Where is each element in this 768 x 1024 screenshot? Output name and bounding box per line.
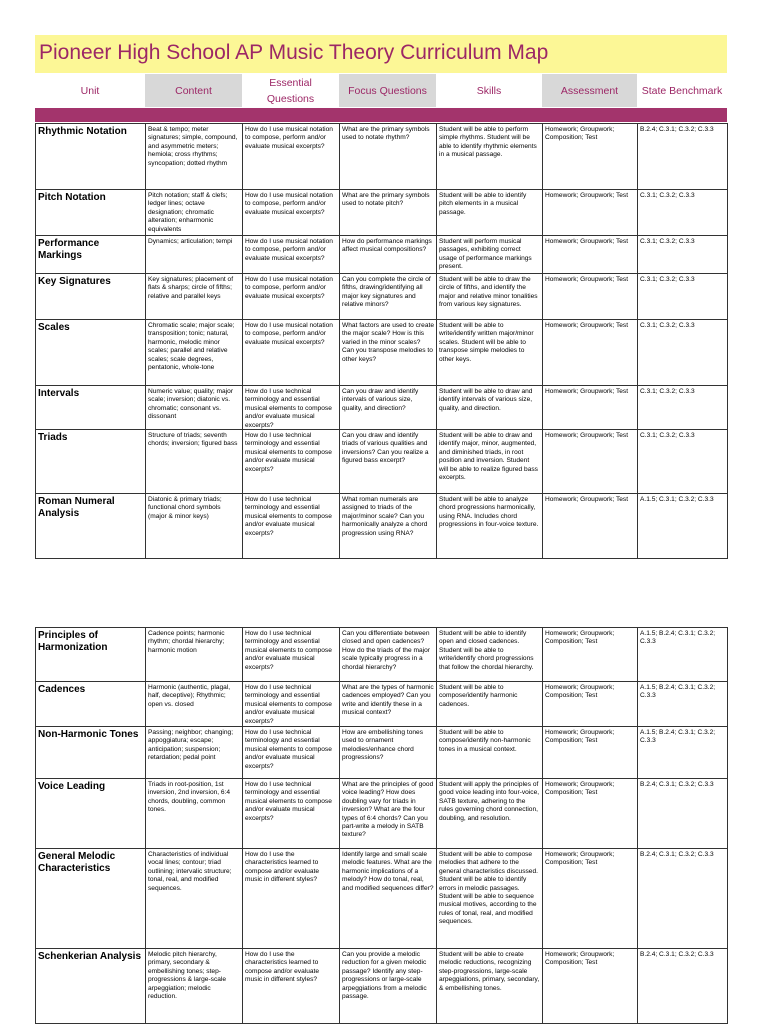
benchmark-cell (638, 274, 728, 320)
skills-cell-text: Student will apply the principles of good voice leading into four-voice, SATB texture, adhering to the rules governing chord connection, doubling, and resolution. (439, 781, 540, 822)
unit-cell: Scales (36, 320, 146, 386)
benchmark-cell-text: C.3.1; C.3.2; C.3.3 (640, 238, 695, 245)
content-cell-text: Characteristics of individual vocal lines; contour; triad outlining; intervalic structure; tonal, real, and modified sequences. (148, 851, 232, 892)
column-header-unit: Unit (80, 84, 100, 97)
benchmark-cell-text: C.3.1; C.3.2; C.3.3 (640, 388, 695, 395)
skills-cell-text: Student will be able to create melodic reductions, recognizing step-progressions, large-scale arpeggiations, primary, secondary, & embellishing tones. (439, 951, 540, 992)
focus-question-cell (340, 949, 437, 1024)
skills-cell-text: Student will be able to perform simple rhythms. Student will be able to identify rhythmic elements in a musical passage. (439, 126, 537, 159)
assessment-cell (543, 727, 638, 779)
focus-question-cell-text: Can you provide a melodic reduction for a given melodic passage? Identify any step-progressions or large-scale arpeggiations from a melodic passage. (342, 951, 427, 1001)
unit-cell: Performance Markings (36, 236, 146, 274)
column-header-essential: Essential Questions (266, 76, 315, 105)
benchmark-cell-text: C.3.1; C.3.2; C.3.3 (640, 322, 695, 329)
skills-cell (437, 682, 543, 727)
benchmark-cell-text: A.1.5; B.2.4; C.3.1; C.3.2; C.3.3 (640, 729, 716, 745)
column-header-row (35, 74, 727, 107)
unit-cell: Key Signatures (36, 274, 146, 320)
benchmark-cell-text: C.3.1; C.3.2; C.3.3 (640, 432, 695, 439)
essential-question-cell-text: How do I use musical notation to compose, perform and/or evaluate musical excerpts? (245, 238, 333, 262)
benchmark-cell (638, 494, 728, 559)
content-cell (146, 430, 243, 494)
content-cell (146, 949, 243, 1024)
content-cell-text: Chromatic scale; major scale; transposition; tonic; natural, harmonic, melodic minor scales; parallel and relative scales; scale degrees, pentatonic, whole-tone (148, 322, 235, 372)
content-cell (146, 124, 243, 190)
focus-question-cell (340, 274, 437, 320)
focus-question-cell (340, 727, 437, 779)
benchmark-cell (638, 320, 728, 386)
skills-cell (437, 124, 543, 190)
essential-question-cell (243, 949, 340, 1024)
table-row (36, 386, 728, 430)
assessment-cell-text: Homework; Groupwork; Test (545, 388, 629, 395)
focus-question-cell (340, 190, 437, 236)
column-header-skills: Skills (476, 84, 502, 97)
skills-cell-text: Student will be able to identify open and closed cadences. Student will be able to write/identify chord progressions that follow the chordal hierarchy. (439, 630, 534, 671)
focus-question-cell-text: What roman numerals are assigned to triads of the major/minor scale? Can you harmonically analyze a chord progression using RNA? (342, 496, 428, 537)
essential-question-cell (243, 779, 340, 849)
content-cell-text: Passing; neighbor; changing; appoggiatura; escape; anticipation; suspension; retardation; pedal point (148, 729, 234, 762)
essential-question-cell (243, 190, 340, 236)
essential-question-cell (243, 628, 340, 682)
essential-question-cell-text: How do I use technical terminology and essential musical elements to compose and/or evaluate musical excerpts? (245, 432, 332, 473)
table-row (36, 779, 728, 849)
skills-cell-text: Student will perform musical passages, exhibiting correct usage of performance markings present. (439, 238, 532, 271)
content-cell (146, 494, 243, 559)
skills-cell (437, 494, 543, 559)
table-row (36, 682, 728, 727)
content-cell (146, 628, 243, 682)
table-row (36, 320, 728, 386)
table-row (36, 124, 728, 190)
assessment-cell-text: Homework; Groupwork; Test (545, 276, 629, 283)
content-cell (146, 274, 243, 320)
content-cell-text: Numeric value; quality; major scale; inversion; diatonic vs. chromatic; consonant vs. dissonant (148, 388, 234, 421)
skills-cell (437, 430, 543, 494)
benchmark-cell (638, 682, 728, 727)
benchmark-cell (638, 124, 728, 190)
essential-question-cell-text: How do I use technical terminology and essential musical elements to compose and/or evaluate musical excerpts? (245, 496, 332, 537)
assessment-cell-text: Homework; Groupwork; Test (545, 238, 629, 245)
focus-question-cell (340, 386, 437, 430)
focus-question-cell-text: What are the primary symbols used to notate rhythm? (342, 126, 430, 142)
essential-question-cell-text: How do I use the characteristics learned to compose and/or evaluate music in different styles? (245, 951, 320, 984)
content-cell-text: Melodic pitch hierarchy, primary, secondary & embellishing tones; step-progressions & large-scale arpeggiation; melodic reduction. (148, 951, 227, 1001)
essential-question-cell (243, 494, 340, 559)
table-row (36, 949, 728, 1024)
content-cell (146, 386, 243, 430)
benchmark-cell (638, 628, 728, 682)
content-cell (146, 320, 243, 386)
skills-cell (437, 779, 543, 849)
skills-cell (437, 386, 543, 430)
benchmark-cell (638, 386, 728, 430)
table-row (36, 236, 728, 274)
table-row (36, 190, 728, 236)
focus-question-cell-text: Can you draw and identify triads of various qualities and inversions? Can you realize a figured bass excerpt? (342, 432, 429, 465)
focus-question-cell-text: What are the principles of good voice leading? How does doubling vary for triads in inversion? What are the four types of 6:4 chords? Can you part-write a melody in SATB texture? (342, 781, 434, 839)
assessment-cell-text: Homework; Groupwork; Composition; Test (545, 951, 615, 967)
content-cell-text: Cadence points; harmonic rhythm; chordal hierarchy; harmonic motion (148, 630, 225, 654)
assessment-cell (543, 949, 638, 1024)
focus-question-cell-text: How do performance markings affect musical compositions? (342, 238, 432, 254)
table-row (36, 727, 728, 779)
skills-cell (437, 727, 543, 779)
column-header-content: Content (145, 74, 242, 107)
page-title: Pioneer High School AP Music Theory Curriculum Map (39, 41, 549, 64)
unit-cell: Roman Numeral Analysis (36, 494, 146, 559)
table-row (36, 430, 728, 494)
content-cell (146, 727, 243, 779)
content-cell (146, 190, 243, 236)
unit-cell: Principles of Harmonization (36, 628, 146, 682)
assessment-cell (543, 386, 638, 430)
skills-cell (437, 274, 543, 320)
essential-question-cell (243, 430, 340, 494)
table-row (36, 494, 728, 559)
unit-cell: General Melodic Characteristics (36, 849, 146, 949)
skills-cell-text: Student will be able to compose/identify non-harmonic tones in a musical context. (439, 729, 531, 753)
benchmark-cell-text: C.3.1; C.3.2; C.3.3 (640, 192, 695, 199)
essential-question-cell-text: How do I use the characteristics learned to compose and/or evaluate music in different styles? (245, 851, 320, 884)
essential-question-cell (243, 849, 340, 949)
table-row (36, 628, 728, 682)
essential-question-cell (243, 274, 340, 320)
benchmark-cell-text: B.2.4; C.3.1; C.3.2; C.3.3 (640, 951, 714, 958)
table-row (36, 849, 728, 949)
skills-cell (437, 628, 543, 682)
benchmark-cell-text: A.1.5; B.2.4; C.3.1; C.3.2; C.3.3 (640, 684, 716, 700)
assessment-cell (543, 779, 638, 849)
skills-cell (437, 849, 543, 949)
title-banner (35, 35, 727, 73)
benchmark-cell-text: B.2.4; C.3.1; C.3.2; C.3.3 (640, 781, 714, 788)
focus-question-cell (340, 494, 437, 559)
table-row (36, 274, 728, 320)
benchmark-cell-text: A.1.5; C.3.1; C.3.2; C.3.3 (640, 496, 714, 503)
skills-cell-text: Student will be able to draw and identify major, minor, augmented, and diminished triads, in root position and inversion. Student will be able to realize figured bass excerpts. (439, 432, 538, 482)
skills-cell (437, 320, 543, 386)
focus-question-cell (340, 628, 437, 682)
skills-cell-text: Student will be able to compose/identify harmonic cadences. (439, 684, 518, 708)
benchmark-cell-text: B.2.4; C.3.1; C.3.2; C.3.3 (640, 126, 714, 133)
focus-question-cell (340, 682, 437, 727)
focus-question-cell-text: Identify large and small scale melodic features. What are the harmonic implications of a melody? How do tonal, real, and modified sequences differ? (342, 851, 434, 892)
assessment-cell-text: Homework; Groupwork; Composition; Test (545, 126, 615, 142)
unit-cell: Pitch Notation (36, 190, 146, 236)
essential-question-cell-text: How do I use technical terminology and essential musical elements to compose and/or evaluate musical excerpts? (245, 684, 332, 725)
benchmark-cell (638, 190, 728, 236)
skills-cell-text: Student will be able to identify pitch elements in a musical passage. (439, 192, 527, 216)
skills-cell (437, 949, 543, 1024)
essential-question-cell-text: How do I use technical terminology and essential musical elements to compose and/or evaluate musical excerpts? (245, 630, 332, 671)
focus-question-cell (340, 236, 437, 274)
assessment-cell-text: Homework; Groupwork; Test (545, 192, 629, 199)
content-cell (146, 236, 243, 274)
assessment-cell (543, 849, 638, 949)
benchmark-cell (638, 949, 728, 1024)
essential-question-cell (243, 727, 340, 779)
benchmark-cell (638, 430, 728, 494)
column-header-assessment: Assessment (542, 74, 637, 107)
essential-question-cell (243, 682, 340, 727)
curriculum-table-part-1 (35, 123, 728, 559)
skills-cell-text: Student will be able to analyze chord progressions harmonically, using RNA. Includes chord progressions in four-voice texture. (439, 496, 539, 529)
content-cell-text: Pitch notation; staff & clefs; ledger lines; octave designation; chromatic alteration; enharmonic equivalents (148, 192, 228, 233)
essential-question-cell (243, 124, 340, 190)
focus-question-cell (340, 779, 437, 849)
focus-question-cell-text: What are the primary symbols used to notate pitch? (342, 192, 430, 208)
column-header-focus: Focus Questions (339, 74, 436, 107)
skills-cell-text: Student will be able to compose melodies that adhere to the general characteristics discussed. Student will be able to identify errors in melodic passages. Student will be able to sequence musical motives, according to the rules of tonal, real, and modified sequences. (439, 851, 538, 926)
unit-cell: Intervals (36, 386, 146, 430)
assessment-cell (543, 682, 638, 727)
skills-cell (437, 236, 543, 274)
assessment-cell-text: Homework; Groupwork; Composition; Test (545, 729, 615, 745)
assessment-cell-text: Homework; Groupwork; Composition; Test (545, 630, 615, 646)
focus-question-cell-text: What are the types of harmonic cadences employed? Can you write and identify these in a musical context? (342, 684, 434, 717)
benchmark-cell (638, 849, 728, 949)
focus-question-cell (340, 849, 437, 949)
essential-question-cell-text: How do I use musical notation to compose, perform and/or evaluate musical excerpts? (245, 322, 333, 346)
unit-cell: Rhythmic Notation (36, 124, 146, 190)
focus-question-cell-text: How are embellishing tones used to ornament melodies/enhance chord progressions? (342, 729, 423, 762)
focus-question-cell-text: Can you complete the circle of fifths, drawing/identifying all major key signatures and relative minors? (342, 276, 431, 309)
benchmark-cell-text: C.3.1; C.3.2; C.3.3 (640, 276, 695, 283)
content-cell-text: Dynamics; articulation; tempi (148, 238, 233, 245)
unit-cell: Cadences (36, 682, 146, 727)
content-cell-text: Harmonic (authentic, plagal, half, deceptive); Rhythmic; open vs. closed (148, 684, 231, 708)
benchmark-cell (638, 779, 728, 849)
essential-question-cell-text: How do I use musical notation to compose, perform and/or evaluate musical excerpts? (245, 276, 333, 300)
assessment-cell-text: Homework; Groupwork; Test (545, 432, 629, 439)
focus-question-cell-text: Can you draw and identify intervals of various size, quality, and direction? (342, 388, 419, 412)
skills-cell-text: Student will be able to write/identify written major/minor scales. Student will be able to transpose simple melodies to other keys. (439, 322, 534, 363)
benchmark-cell (638, 236, 728, 274)
assessment-cell (543, 320, 638, 386)
skills-cell-text: Student will be able to draw the circle of fifths, and identify the major and relative minor tonalities from various key signatures. (439, 276, 538, 309)
assessment-cell (543, 190, 638, 236)
focus-question-cell (340, 124, 437, 190)
essential-question-cell-text: How do I use technical terminology and essential musical elements to compose and/or evaluate musical excerpts? (245, 781, 332, 822)
content-cell-text: Structure of triads; seventh chords; inversion; figured bass (148, 432, 238, 448)
essential-question-cell-text: How do I use technical terminology and essential musical elements to compose and/or evaluate musical excerpts? (245, 729, 332, 770)
content-cell-text: Beat & tempo; meter signatures; simple, compound, and asymmetric meters; hemiola; cross rhythms; syncopation; dotted rhythm (148, 126, 238, 167)
unit-cell: Voice Leading (36, 779, 146, 849)
assessment-cell-text: Homework; Groupwork; Test (545, 322, 629, 329)
header-divider-band (35, 108, 727, 122)
assessment-cell (543, 124, 638, 190)
assessment-cell-text: Homework; Groupwork; Test (545, 496, 629, 503)
content-cell (146, 682, 243, 727)
benchmark-cell-text: A.1.5; B.2.4; C.3.1; C.3.2; C.3.3 (640, 630, 716, 646)
unit-cell: Triads (36, 430, 146, 494)
essential-question-cell-text: How do I use technical terminology and essential musical elements to compose and/or evaluate musical excerpts? (245, 388, 332, 429)
curriculum-table-part-2 (35, 627, 728, 1024)
skills-cell-text: Student will be able to draw and identify intervals of various size, quality, and direction. (439, 388, 533, 412)
focus-question-cell (340, 430, 437, 494)
content-cell-text: Triads in root-position, 1st inversion, 2nd inversion, 6:4 chords, doubling, common tones. (148, 781, 231, 814)
assessment-cell-text: Homework; Groupwork; Composition; Test (545, 781, 615, 797)
assessment-cell-text: Homework; Groupwork; Composition; Test (545, 851, 615, 867)
content-cell-text: Key signatures; placement of flats & sharps; circle of fifths; relative and parallel keys (148, 276, 234, 300)
skills-cell (437, 190, 543, 236)
assessment-cell (543, 274, 638, 320)
column-header-benchmark: State Benchmark (641, 84, 723, 97)
unit-cell: Schenkerian Analysis (36, 949, 146, 1024)
assessment-cell-text: Homework; Groupwork; Composition; Test (545, 684, 615, 700)
focus-question-cell (340, 320, 437, 386)
content-cell (146, 779, 243, 849)
benchmark-cell-text: B.2.4; C.3.1; C.3.2; C.3.3 (640, 851, 714, 858)
focus-question-cell-text: Can you differentiate between closed and open cadences? How do the triads of the major scale typically progress in a chordal hierarchy? (342, 630, 430, 671)
content-cell-text: Diatonic & primary triads; functional chord symbols (major & minor keys) (148, 496, 222, 520)
assessment-cell (543, 236, 638, 274)
essential-question-cell (243, 320, 340, 386)
benchmark-cell (638, 727, 728, 779)
unit-cell: Non-Harmonic Tones (36, 727, 146, 779)
essential-question-cell-text: How do I use musical notation to compose, perform and/or evaluate musical excerpts? (245, 126, 333, 150)
essential-question-cell-text: How do I use musical notation to compose, perform and/or evaluate musical excerpts? (245, 192, 333, 216)
assessment-cell (543, 494, 638, 559)
essential-question-cell (243, 236, 340, 274)
content-cell (146, 849, 243, 949)
assessment-cell (543, 430, 638, 494)
assessment-cell (543, 628, 638, 682)
essential-question-cell (243, 386, 340, 430)
focus-question-cell-text: What factors are used to create the major scale? How is this varied in the minor scales? Can you transpose melodies to other keys? (342, 322, 434, 363)
